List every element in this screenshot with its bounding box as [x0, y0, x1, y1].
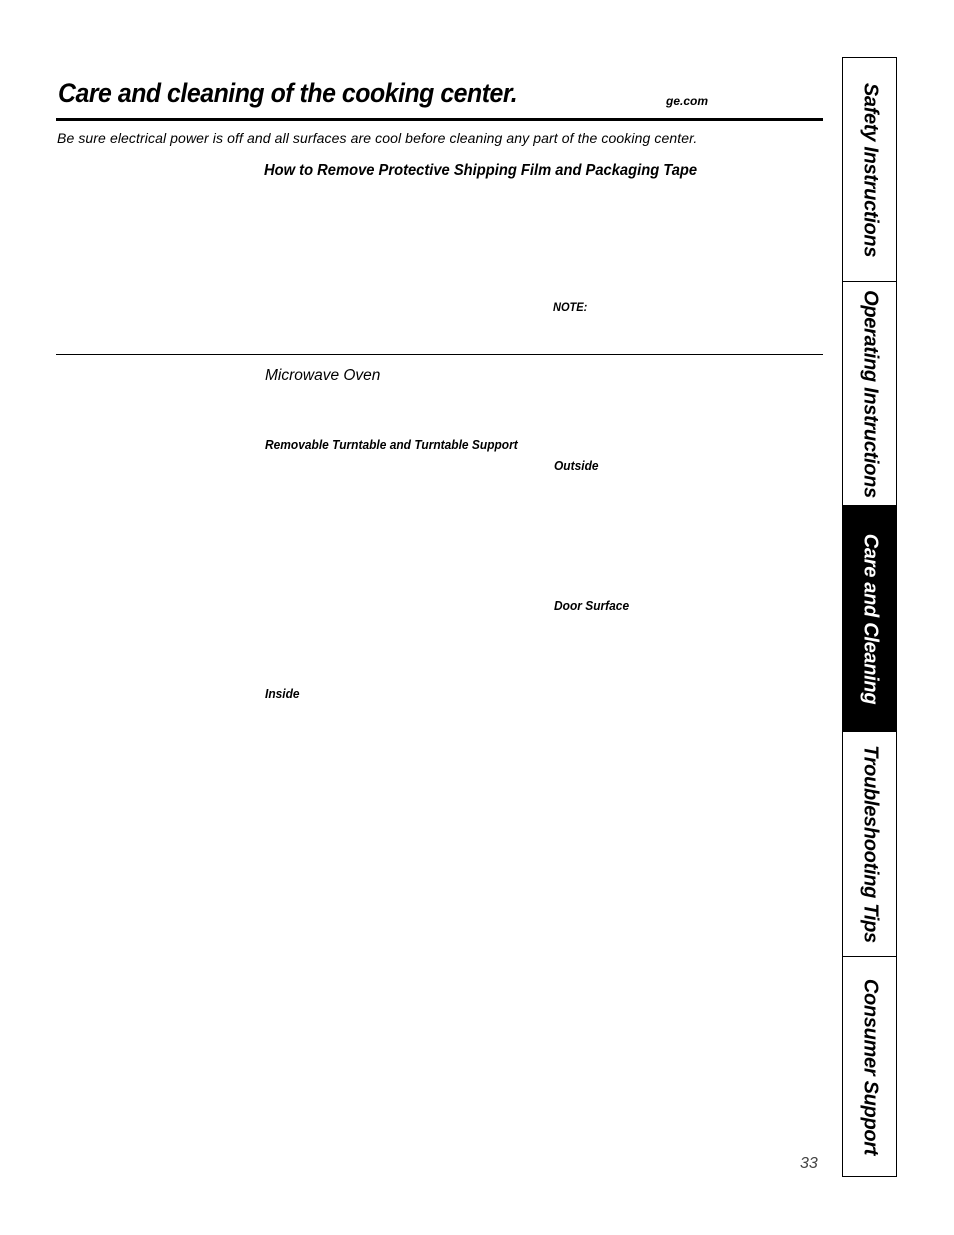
- tab-label: Care and Cleaning: [859, 533, 881, 704]
- title-divider: [56, 118, 823, 121]
- tab-label: Operating Instructions: [859, 289, 881, 498]
- page-number: 33: [800, 1155, 818, 1172]
- tab-label: Safety Instructions: [859, 82, 881, 257]
- inside-heading: Inside: [265, 686, 300, 701]
- tab-label: Troubleshooting Tips: [859, 745, 881, 943]
- section-sidebar: [842, 57, 897, 1177]
- tab-troubleshooting-tips[interactable]: [843, 732, 896, 957]
- shipping-film-heading: How to Remove Protective Shipping Film and Packaging Tape: [264, 162, 698, 179]
- tab-care-and-cleaning[interactable]: [843, 506, 896, 732]
- microwave-oven-heading: Microwave Oven: [265, 367, 381, 384]
- turntable-heading: Removable Turntable and Turntable Support: [265, 437, 518, 452]
- page-title: Care and cleaning of the cooking center.: [58, 78, 518, 108]
- outside-heading: Outside: [554, 458, 599, 473]
- intro-text: Be sure electrical power is off and all surfaces are cool before cleaning any part of the cooking center.: [57, 130, 698, 146]
- section-divider: [56, 354, 823, 355]
- tab-label: Consumer Support: [859, 978, 881, 1155]
- tab-safety-instructions[interactable]: [843, 58, 896, 282]
- door-surface-heading: Door Surface: [554, 598, 630, 613]
- note-label: NOTE:: [553, 300, 588, 314]
- tab-consumer-support[interactable]: [843, 957, 896, 1176]
- website-link[interactable]: ge.com: [666, 94, 709, 108]
- tab-operating-instructions[interactable]: [843, 282, 896, 506]
